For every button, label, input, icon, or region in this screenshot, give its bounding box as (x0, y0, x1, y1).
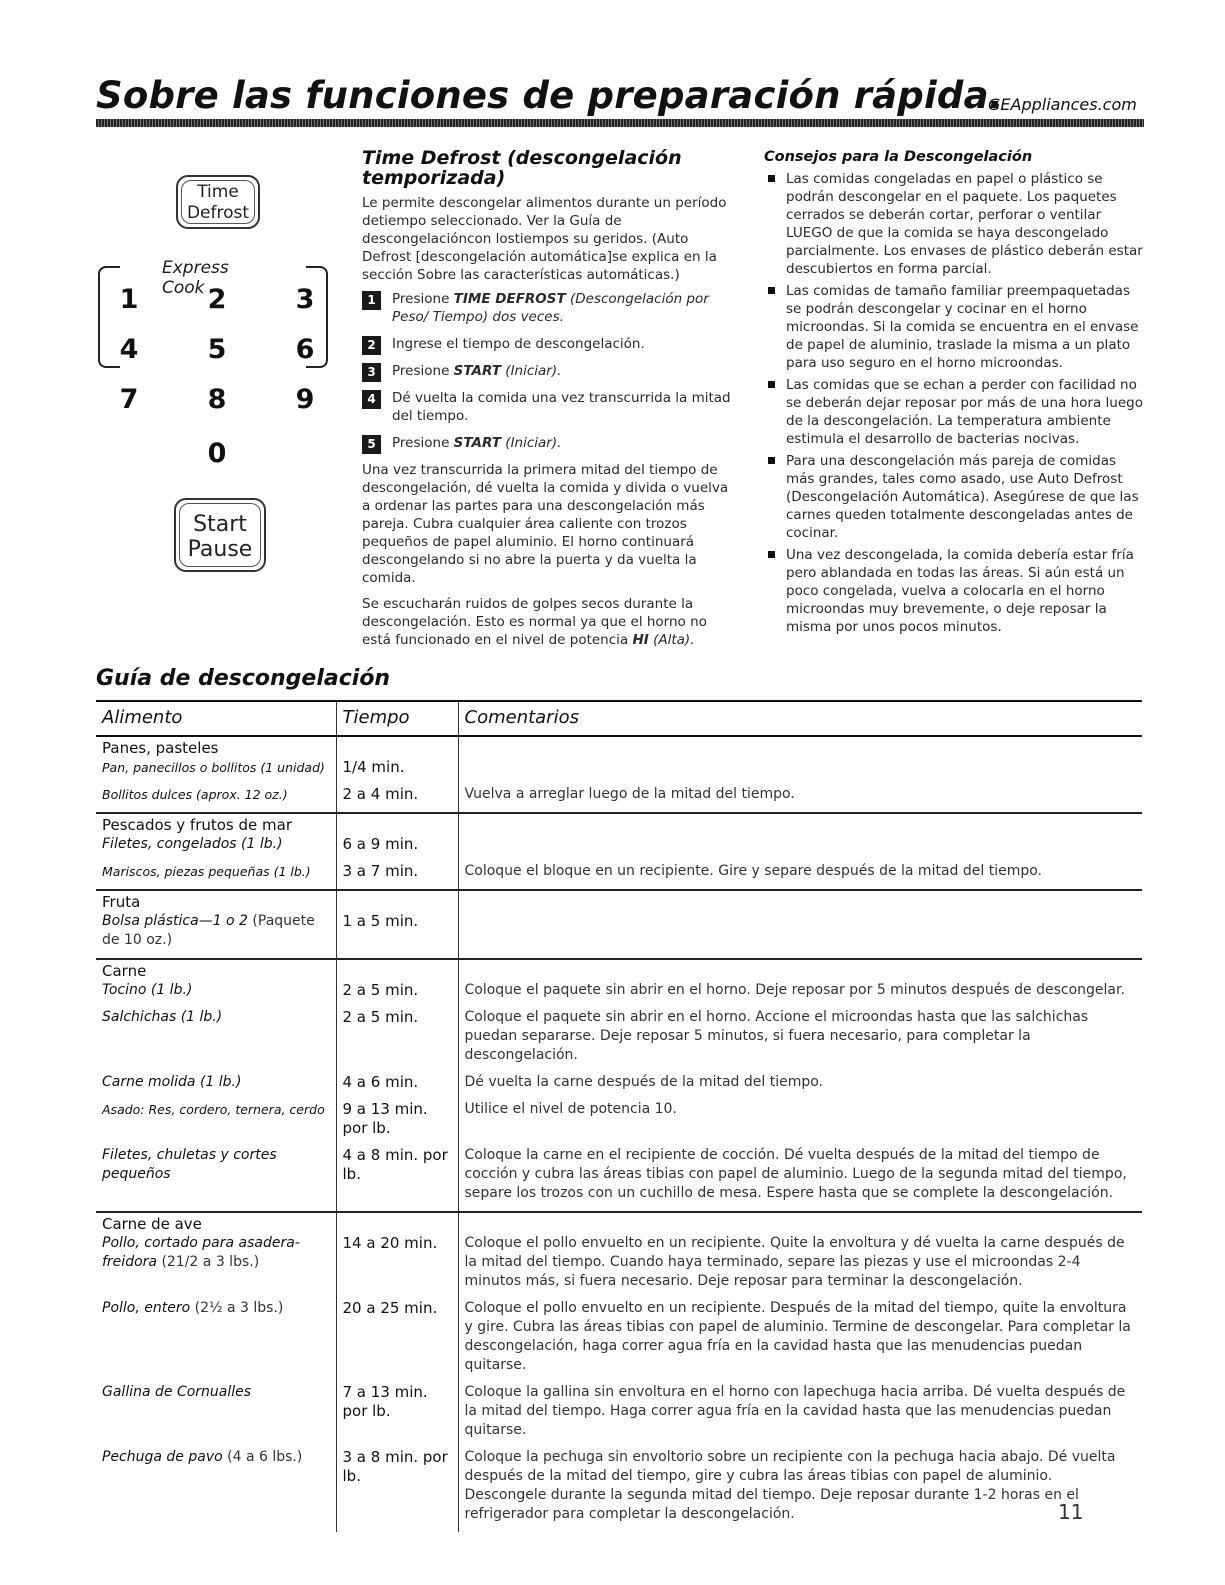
comment-cell (458, 959, 1142, 1212)
digit-key-7: 7 (119, 384, 139, 415)
defrost-comment: Coloque el pollo envuelto en un recipiente. Después de la mitad del tiempo, quite la envoltura y gire. Cubra las áreas tibias con papel de aluminio. Termine de descongelar. Para completar la descongelación, haga correr agua fría en la cavidad hasta que las menudencias puedan quitarse. (464, 1300, 1131, 1373)
defrost-time: 9 a 13 min. por lb. (342, 1100, 428, 1137)
bullet-icon (768, 457, 775, 464)
start-pause-key (174, 498, 266, 572)
comment-cell (458, 890, 1142, 959)
title-rule (96, 119, 1144, 127)
food-group-name: Panes, pasteles (102, 739, 219, 757)
food-item-name: Pan, panecillos o bollitos (1 unidad) (102, 760, 325, 775)
defrost-time: 4 a 8 min. por lb. (342, 1146, 448, 1183)
defrost-comment: Coloque la pechuga sin envoltorio sobre un recipiente con la pechuga hacia abajo. Dé vuelta después de la mitad del tiempo, gire y cubra las áreas tibias con papel de aluminio. Descongele durante la segunda mitad del tiempo. Deje reposar durante 1-2 horas en el refrigerador para completar la descongelación. (464, 1449, 1116, 1522)
time-defrost-paragraph: Una vez transcurrida la primera mitad del tiempo de descongelación, dé vuelta la comida y divida o vuelva a ordenar las partes para una descongelación más pareja. Cubra cualquier área caliente con trozos pequeños de papel aluminio. El horno continuará descongelando si no abre la puerta y da vuelta la comida. (362, 462, 729, 586)
step-text-after: (Iniciar). (501, 435, 562, 451)
food-group-name: Fruta (102, 893, 141, 911)
bullet-icon (768, 175, 775, 182)
food-item-name: Pollo, cortado para asadera-freidora (102, 1235, 300, 1270)
defrost-comment (465, 912, 1137, 958)
table-group-row (96, 813, 1142, 890)
tip-text: Para una descongelación más pareja de comidas más grandes, tales como asado, use Auto Defrost (Descongelación Automática). Asegúrese de que las carnes queden totalmente descongeladas antes de cocinar. (786, 453, 1139, 541)
tip-item (764, 282, 1144, 372)
defrost-time: 4 a 6 min. (342, 1073, 419, 1091)
time-defrost-intro: Le permite descongelar alimentos durante un período detiempo seleccionado. Ver la Guía de descongelacióncon lostiempos su geridos. (Auto Defrost [descongelación automática]se explica en la sección Sobre las características automáticas.) (362, 195, 727, 283)
defrost-time: 20 a 25 min. (342, 1299, 438, 1317)
tip-item (764, 376, 1144, 448)
step-number: 2 (362, 336, 381, 355)
table-header-row (96, 701, 1142, 736)
defrost-time: 6 a 9 min. (342, 835, 419, 853)
comment-cell (458, 736, 1142, 813)
step-emphasis: TIME DEFROST (453, 291, 566, 307)
defrost-comment: Coloque el bloque en un recipiente. Gire y separe después de la mitad del tiempo. (464, 863, 1042, 879)
row-spacer (343, 816, 452, 835)
table-group-row (96, 890, 1142, 959)
row-spacer (343, 739, 452, 758)
time-defrost-note (362, 595, 740, 649)
row-spacer (465, 739, 1137, 758)
tip-item (764, 170, 1144, 278)
food-item-name: Pollo, entero (102, 1300, 191, 1316)
time-defrost-key-line2: Defrost (186, 203, 250, 223)
defrost-time: 2 a 5 min. (342, 981, 419, 999)
time-cell (336, 890, 458, 959)
digit-key-4: 4 (119, 334, 139, 365)
column-header-comments: Comentarios (458, 701, 1142, 736)
tips-heading: Consejos para la Descongelación (764, 149, 1033, 165)
guide-heading: Guía de descongelación (96, 666, 391, 691)
tip-text: Las comidas de tamaño familiar preempaquetadas se podrán descongelar y cocinar en el horno microondas. Si la comida se encuentra en el envase de papel de aluminio, traslade la misma a un plato para uso seguro en el horno microondas. (786, 283, 1139, 371)
food-item-weight: (Paquete de 10 oz.) (102, 913, 315, 948)
food-item (102, 785, 330, 812)
site-url: GEAppliances.com (988, 95, 1137, 114)
page-title: Sobre las funciones de preparación rápida. (96, 74, 1003, 117)
food-item (102, 1234, 330, 1299)
step-emphasis: START (453, 363, 502, 379)
food-item-name: Mariscos, piezas pequeñas (1 lb.) (102, 864, 311, 879)
food-group-name: Pescados y frutos de mar (102, 816, 293, 834)
food-cell (96, 813, 336, 890)
time-defrost-heading: Time Defrost (descongelación temporizada) (362, 147, 682, 189)
express-cook-label: Express Cook (162, 258, 229, 298)
defrost-comment: Coloque la carne en el recipiente de cocción. Dé vuelta después de la mitad del tiempo de cocción y cubra las áreas tibias con papel de aluminio. Luego de la segunda mitad del tiempo, separe los trozos con un cuchillo de mesa. Espere hasta que se complete la descongelación. (464, 1147, 1127, 1201)
start-pause-key-line1: Start (193, 512, 247, 537)
defrost-time: 3 a 8 min. por lb. (342, 1448, 448, 1485)
step-number: 4 (362, 390, 381, 409)
food-cell (96, 736, 336, 813)
key-inner-border (181, 180, 255, 224)
row-spacer (343, 1215, 452, 1234)
time-defrost-key-line1: Time (197, 182, 239, 202)
start-pause-key-line2: Pause (187, 537, 253, 562)
defrost-comment: Utilice el nivel de potencia 10. (464, 1101, 677, 1117)
row-spacer (343, 893, 452, 912)
food-item-name: Salchichas (1 lb.) (102, 1009, 223, 1025)
food-cell (96, 890, 336, 959)
defrost-time: 14 a 20 min. (342, 1234, 438, 1252)
digit-key-8: 8 (207, 384, 227, 415)
time-defrost-section (362, 148, 740, 649)
digit-key-1: 1 (119, 284, 139, 315)
step-number: 3 (362, 363, 381, 382)
food-item (102, 1100, 330, 1146)
defrost-comment: Coloque la gallina sin envoltura en el horno con lapechuga hacia arriba. Dé vuelta después de la mitad del tiempo. Haga correr agua fría en la cavidad hasta que las menudencias puedan quitarse. (464, 1384, 1126, 1438)
food-cell (96, 959, 336, 1212)
food-item (102, 1383, 330, 1448)
food-item-weight: (21/2 a 3 lbs.) (161, 1254, 260, 1270)
digit-key-0: 0 (207, 438, 227, 469)
step-text-after: (Descongelación por Peso/ Tiempo) dos veces. (392, 291, 709, 325)
note-emphasis: HI (632, 632, 649, 648)
bullet-icon (768, 287, 775, 294)
defrost-comment: Dé vuelta la carne después de la mitad del tiempo. (464, 1074, 824, 1090)
food-item (102, 1073, 330, 1100)
food-item (102, 912, 330, 958)
table-group-row (96, 736, 1142, 813)
time-cell (336, 736, 458, 813)
comment-cell (458, 813, 1142, 890)
food-item-weight: (2½ a 3 lbs.) (194, 1300, 284, 1316)
defrost-comment (465, 835, 1137, 862)
table-body (96, 736, 1142, 1532)
time-defrost-steps (362, 290, 740, 452)
food-item-name: Gallina de Cornualles (102, 1384, 252, 1400)
step-text: Presione (392, 435, 454, 451)
step-number: 1 (362, 291, 381, 310)
step-emphasis: START (453, 435, 502, 451)
food-group-name: Carne de ave (102, 1215, 202, 1233)
digit-key-5: 5 (207, 334, 227, 365)
food-item (102, 835, 330, 862)
food-item-name: Asado: Res, cordero, ternera, cerdo (102, 1102, 325, 1117)
digit-key-6: 6 (295, 334, 315, 365)
food-item-name: Tocino (1 lb.) (102, 982, 193, 998)
step-text: Presione (392, 363, 454, 379)
defrost-time: 2 a 4 min. (342, 785, 419, 803)
time-cell (336, 1212, 458, 1532)
row-spacer (465, 816, 1137, 835)
row-spacer (465, 962, 1137, 981)
food-item (102, 1448, 330, 1532)
defrost-time: 3 a 7 min. (342, 862, 419, 880)
column-header-food: Alimento (96, 701, 336, 736)
note-text-after: (Alta). (648, 632, 695, 648)
defrost-comment: Coloque el pollo envuelto en un recipiente. Quite la envoltura y dé vuelta la carne después de la mitad del tiempo. Cuando haya terminado, separe las piezas y use el microondas 2-4 minutos más, si fuera necesario. Deje reposar para terminar la descongelación. (464, 1235, 1125, 1289)
step-item (362, 362, 740, 380)
page-number: 11 (1058, 1500, 1084, 1524)
step-text: Dé vuelta la comida una vez transcurrida la mitad del tiempo. (392, 390, 731, 424)
food-item-name: Filetes, congelados (1 lb.) (102, 836, 283, 852)
comment-cell (458, 1212, 1142, 1532)
column-header-time: Tiempo (336, 701, 458, 736)
food-item-name: Pechuga de pavo (102, 1449, 223, 1465)
defrost-time: 1 a 5 min. (342, 912, 419, 930)
defrost-guide-table (96, 700, 1142, 1532)
table-group-row (96, 1212, 1142, 1532)
tip-text: Las comidas congeladas en papel o plástico se podrán descongelar en el paquete. Los paquetes cerrados se deberán cortar, perforar o ventilar LUEGO de que la comida se haya descongelado parcialmente. Los envases de plástico deberán estar descubiertos en forma parcial. (786, 171, 1143, 277)
food-item-name: Bollitos dulces (aprox. 12 oz.) (102, 787, 288, 802)
tip-text: Las comidas que se echan a perder con facilidad no se deberán dejar reposar por más de una hora luego de la descongelación. La temperatura ambiente estimula el desarrollo de bacterias nocivas. (786, 377, 1143, 447)
step-text: Ingrese el tiempo de descongelación. (392, 336, 645, 352)
food-item (102, 862, 330, 889)
food-item (102, 1146, 330, 1211)
row-spacer (465, 893, 1137, 912)
note-text: Se escucharán ruidos de golpes secos durante la descongelación. Esto es normal ya que el horno no está funcionado en el nivel de potencia (362, 596, 707, 648)
table-group-row (96, 959, 1142, 1212)
food-item (102, 981, 330, 1008)
step-text: Presione (392, 291, 454, 307)
time-defrost-key (176, 175, 260, 229)
defrost-comment: Vuelva a arreglar luego de la mitad del tiempo. (464, 786, 795, 802)
food-cell (96, 1212, 336, 1532)
food-group-name: Carne (102, 962, 147, 980)
defrost-tips-section (764, 148, 1144, 640)
digit-key-9: 9 (295, 384, 315, 415)
food-item (102, 1299, 330, 1383)
row-spacer (465, 1215, 1137, 1234)
step-item (362, 335, 740, 353)
food-item-name: Filetes, chuletas y cortes pequeños (102, 1147, 277, 1182)
tip-item (764, 546, 1144, 636)
defrost-time: 2 a 5 min. (342, 1008, 419, 1026)
step-text-after: (Iniciar). (501, 363, 562, 379)
bullet-icon (768, 551, 775, 558)
food-item (102, 758, 330, 785)
tip-item (764, 452, 1144, 542)
defrost-comment: Coloque el paquete sin abrir en el horno. Deje reposar por 5 minutos después de descongelar. (464, 982, 1125, 998)
defrost-time: 1/4 min. (342, 758, 405, 776)
bullet-icon (768, 381, 775, 388)
digit-key-3: 3 (295, 284, 315, 315)
time-cell (336, 959, 458, 1212)
key-inner-border (179, 503, 261, 567)
step-number: 5 (362, 435, 381, 454)
time-cell (336, 813, 458, 890)
food-item (102, 1008, 330, 1073)
tip-text: Una vez descongelada, la comida debería estar fría pero ablandada en todas las áreas. Si aún está un poco congelada, vuelva a colocarla en el horno microondas muy brevemente, o deje reposar la misma por unos pocos minutos. (786, 547, 1134, 635)
defrost-comment: Coloque el paquete sin abrir en el horno. Accione el microondas hasta que las salchichas puedan separarse. Deje reposar 5 minutos, si fuera necesario, para completar la descongelación. (464, 1009, 1089, 1063)
food-item-name: Carne molida (1 lb.) (102, 1074, 242, 1090)
step-item (362, 290, 740, 326)
defrost-time: 7 a 13 min. por lb. (342, 1383, 428, 1420)
step-item (362, 389, 740, 425)
defrost-comment (465, 758, 1137, 785)
food-item-weight: (4 a 6 lbs.) (227, 1449, 303, 1465)
row-spacer (343, 962, 452, 981)
food-item-name: Bolsa plástica—1 o 2 (102, 913, 248, 929)
step-item (362, 434, 740, 452)
digit-key-2: 2 (207, 284, 227, 315)
